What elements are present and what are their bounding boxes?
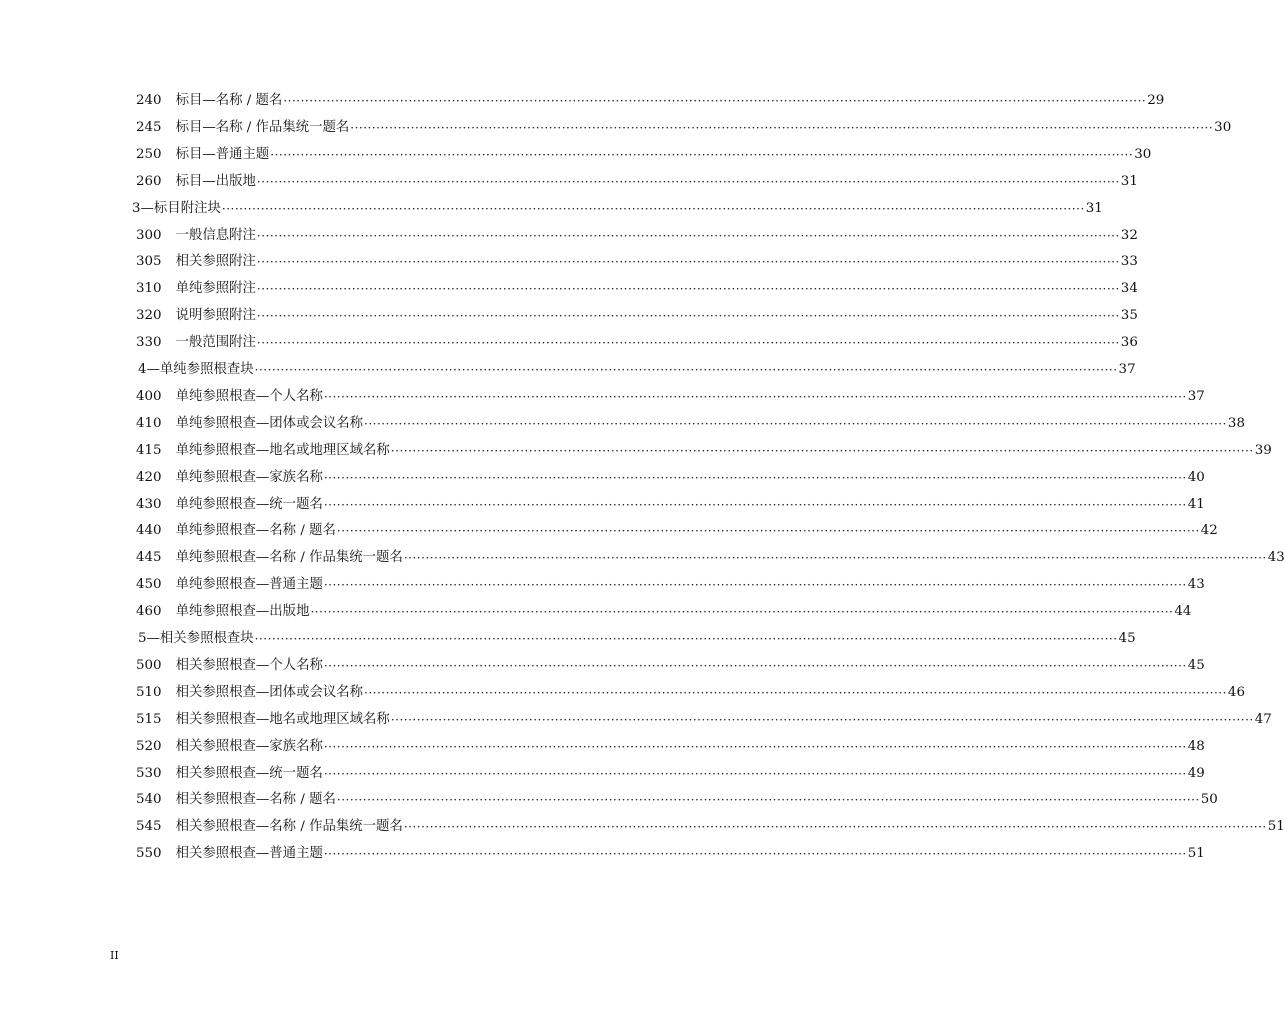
toc-entry-code: 440 [136,523,162,539]
toc-entry-code: 300 [136,227,162,243]
toc-page-number: 41 [1187,496,1205,512]
toc-section [132,199,1103,219]
dot-leader: ········································································································································································································ [254,363,1118,377]
toc-entry [136,333,1138,353]
toc-page-number: 35 [1120,308,1138,324]
toc-page-number: 34 [1120,281,1138,297]
toc-page-number: 39 [1254,442,1272,458]
toc-entry [136,306,1138,326]
toc-entry-title: 标目—名称 / 作品集统一题名 [175,119,350,135]
toc-page-number: 43 [1267,550,1285,566]
dot-leader: ········································································································································································································ [390,443,1254,458]
toc-page-number: 44 [1174,604,1192,620]
toc-entry [136,683,1245,703]
toc-entry-code: 430 [136,496,162,512]
toc-entry [136,495,1205,515]
toc-entry-title: 相关参照根查—名称 / 题名 [175,792,336,808]
toc-page-number: 49 [1187,765,1205,781]
toc-entry-title: 单纯参照根查—统一题名 [175,496,323,512]
toc-section [138,360,1136,380]
dot-leader: ········································································································································································································ [323,578,1187,593]
toc-entry-title: 单纯参照根查—名称 / 题名 [175,523,336,539]
toc-entry-code: 310 [136,281,162,297]
dot-leader: ········································································································································································································ [403,551,1267,566]
toc-entry-code: 460 [136,604,162,620]
toc-entry-code: 245 [136,119,162,135]
toc-entry-code: 250 [136,146,162,162]
dot-leader: ········································································································································································································ [256,174,1120,189]
page-number: II [110,949,119,962]
dot-leader: ········································································································································································································ [256,282,1120,297]
toc-entry-title: 单纯参照根查—出版地 [175,604,310,620]
toc-entry-title: 单纯参照附注 [175,281,256,297]
toc-page-number: 30 [1134,146,1152,162]
dot-leader: ········································································································································································································ [256,255,1120,270]
toc-entry-code: 500 [136,657,162,673]
dot-leader: ········································································································································································································ [254,632,1118,646]
toc-entry-code: 320 [136,308,162,324]
dot-leader: ········································································································································································································ [270,147,1134,162]
toc-section [138,629,1136,649]
toc-entry-title: 单纯参照根查—名称 / 作品集统一题名 [175,550,403,566]
toc-entry-title: 单纯参照根查—地名或地理区域名称 [175,442,390,458]
toc-entry [136,226,1138,246]
toc-entry-title: 单纯参照根查—个人名称 [175,388,323,404]
toc-entry-title: 相关参照根查—地名或地理区域名称 [175,711,390,727]
toc-page-number: 48 [1187,738,1205,754]
toc-entry-title: 一般信息附注 [175,227,256,243]
dot-leader: ········································································································································································································ [323,497,1187,512]
toc-entry-title: 相关参照根查—统一题名 [175,765,323,781]
toc-page-number: 38 [1227,415,1245,431]
toc-page-number: 51 [1267,819,1285,835]
toc-entry-code: 545 [136,819,162,835]
toc-page-number: 43 [1187,577,1205,593]
toc-entry [136,844,1205,864]
toc-page-number: 29 [1147,93,1165,108]
toc-entry [136,817,1285,837]
toc-entry-code: 260 [136,173,162,189]
toc-entry-code: 445 [136,550,162,566]
dot-leader: ········································································································································································································ [323,766,1187,781]
toc-entry [136,737,1205,757]
toc-entry-title: 相关参照根查—个人名称 [175,657,323,673]
toc-entry [136,521,1218,541]
toc-entry [136,468,1205,488]
toc-entry [136,441,1272,461]
dot-leader: ········································································································································································································ [323,389,1187,404]
toc-entry-code: 330 [136,335,162,351]
toc-entry [136,710,1272,730]
dot-leader: ········································································································································································································ [256,309,1120,324]
toc-entry [136,790,1218,810]
toc-entry [136,414,1245,434]
dot-leader: ········································································································································································································ [323,739,1187,754]
toc-entry [136,252,1138,272]
dot-leader: ········································································································································································································ [350,120,1214,135]
toc-entry-title: 相关参照根查—名称 / 作品集统一题名 [175,819,403,835]
toc-page-number: 32 [1120,227,1138,243]
toc-entry [136,656,1205,676]
toc-entry-code: 400 [136,388,162,404]
dot-leader: ········································································································································································································ [221,201,1085,216]
toc-entry-title: 相关参照根查—团体或会议名称 [175,684,364,700]
toc-entry-code: 510 [136,684,162,700]
dot-leader: ········································································································································································································ [283,94,1147,108]
toc-entry-code: 550 [136,846,162,862]
toc-page-number: 37 [1187,388,1205,404]
toc-entry-code: 305 [136,254,162,270]
toc-page-number: 40 [1187,469,1205,485]
dot-leader: ········································································································································································································ [403,820,1267,835]
toc-entry-title: 标目—名称 / 题名 [175,93,283,108]
dot-leader: ········································································································································································································ [323,847,1187,862]
toc-entry [136,91,1165,111]
toc-entry [136,764,1205,784]
toc-entry-title: 4—单纯参照根查块 [138,362,254,377]
toc-entry [136,387,1205,407]
toc-page-number: 33 [1120,254,1138,270]
toc-page-number: 30 [1214,119,1232,135]
toc-entry [136,279,1138,299]
dot-leader: ········································································································································································································ [310,605,1174,620]
toc-entry [136,145,1152,165]
toc-page-number: 31 [1085,200,1103,216]
toc-page-number: 47 [1254,711,1272,727]
toc-entry [136,602,1192,622]
toc-entry-title: 单纯参照根查—家族名称 [175,469,323,485]
toc-entry-title: 3—标目附注块 [132,200,221,216]
toc-entry-title: 相关参照根查—家族名称 [175,738,323,754]
toc-entry-code: 520 [136,738,162,754]
dot-leader: ········································································································································································································ [336,524,1200,539]
toc-entry-title: 单纯参照根查—团体或会议名称 [175,415,364,431]
toc-entry-title: 标目—普通主题 [175,146,270,162]
toc-entry-code: 410 [136,415,162,431]
toc-page-number: 31 [1120,173,1138,189]
toc-entry-title: 5—相关参照根查块 [138,631,254,646]
toc-entry-title: 说明参照附注 [175,308,256,324]
toc-entry [136,548,1285,568]
toc-page-number: 45 [1187,657,1205,673]
toc-entry-code: 240 [136,93,162,108]
toc-entry-code: 540 [136,792,162,808]
toc-page-number: 37 [1118,362,1136,377]
toc-entry-code: 515 [136,711,162,727]
dot-leader: ········································································································································································································ [390,712,1254,727]
toc-page-number: 46 [1227,684,1245,700]
toc-entry-code: 420 [136,469,162,485]
toc-entry [136,172,1138,192]
dot-leader: ········································································································································································································ [364,685,1227,700]
dot-leader: ········································································································································································································ [364,416,1227,431]
toc-entry-title: 相关参照附注 [175,254,256,270]
dot-leader: ········································································································································································································ [336,793,1200,808]
toc-entry [136,575,1205,595]
toc-entry-title: 相关参照根查—普通主题 [175,846,323,862]
dot-leader: ········································································································································································································ [323,470,1187,485]
toc-entry-title: 一般范围附注 [175,335,256,351]
toc-entry-code: 415 [136,442,162,458]
toc-page-number: 45 [1118,631,1136,646]
toc-page-number: 50 [1200,792,1218,808]
dot-leader: ········································································································································································································ [256,336,1120,351]
toc-entry-code: 450 [136,577,162,593]
toc-entry-title: 标目—出版地 [175,173,256,189]
toc-entry [136,118,1232,138]
dot-leader: ········································································································································································································ [256,228,1120,243]
toc-entry-code: 530 [136,765,162,781]
toc-entry-title: 单纯参照根查—普通主题 [175,577,323,593]
toc-page-number: 51 [1187,846,1205,862]
toc-page-number: 42 [1200,523,1218,539]
toc-page-number: 36 [1120,335,1138,351]
dot-leader: ········································································································································································································ [323,658,1187,673]
